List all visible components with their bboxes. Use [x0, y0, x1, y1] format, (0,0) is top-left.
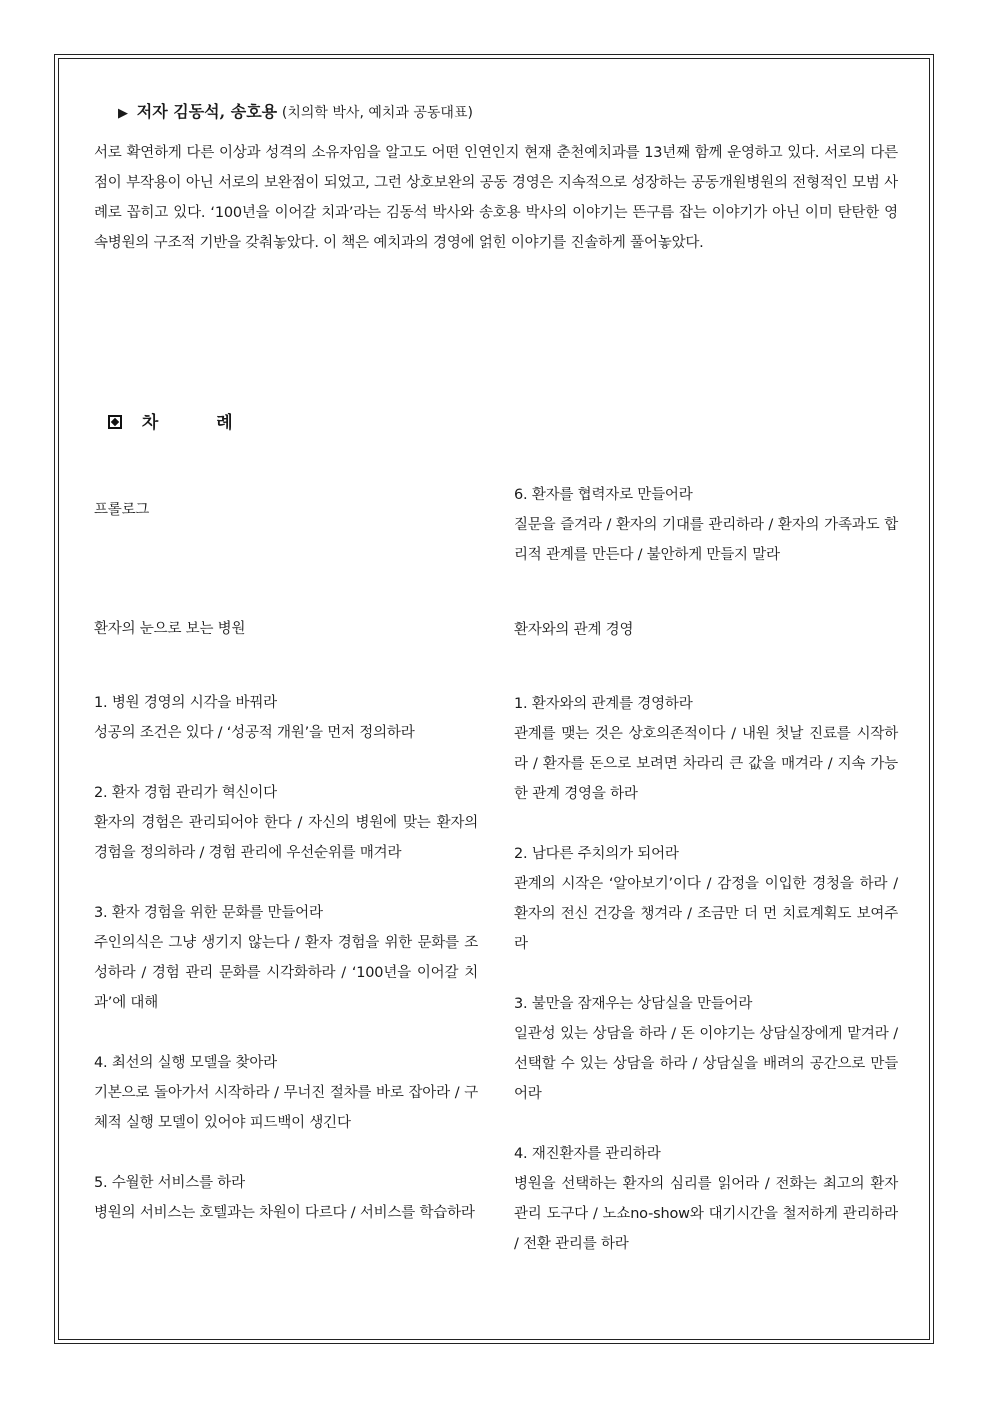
toc-right-column	[514, 480, 898, 1259]
toc-chapter-body: 주인의식은 그냥 생기지 않는다 / 환자 경험을 위한 문화를 조성하라 / 경험 관리 문화를 시각화하라 / ‘100년을 이어갈 치과’에 대해	[94, 935, 478, 1011]
toc-chapter	[94, 778, 478, 868]
toc-chapter-body: 일관성 있는 상담을 하라 / 돈 이야기는 상담실장에게 맡겨라 / 선택할 수 있는 상담을 하라 / 상담실을 배려의 공간으로 만들어라	[514, 1026, 898, 1102]
toc-chapter-body: 성공의 조건은 있다 / ‘성공적 개원’을 먼저 정의하라	[94, 725, 415, 741]
author-role: (치의학 박사, 예치과 공동대표)	[281, 105, 473, 121]
toc-prologue: 프롤로그	[94, 501, 150, 518]
author-bio: 서로 확연하게 다른 이상과 성격의 소유자임을 알고도 어떤 인연인지 현재 춘천예치과를 13년째 함께 운영하고 있다. 서로의 다른 점이 부작용이 아닌 서로의 보완점이 되었고, 그런 상호보완의 공동 경영은 지속적으로 성장하는 공동개원병원의 전형적인 모범 사례로 꼽히고 있다. ‘100년을 이어갈 치과’라는 김동석 박사와 송호용 박사의 이야기는 뜬구름 잡는 이야기가 아닌 이미 탄탄한 영속병원의 구조적 기반을 갖춰놓았다. 이 책은 예치과의 경영에 얽힌 이야기를 진솔하게 풀어놓았다.	[94, 145, 898, 251]
toc-left-column	[94, 480, 478, 1228]
toc-chapter-body: 병원을 선택하는 환자의 심리를 읽어라 / 전화는 최고의 환자 관리 도구다 / 노쇼no-show와 대기시간을 철저하게 관리하라 / 전환 관리를 하라	[514, 1176, 898, 1252]
toc-chapter-body: 질문을 즐겨라 / 환자의 기대를 관리하라 / 환자의 가족과도 합리적 관계를 만든다 / 불안하게 만들지 말라	[514, 517, 898, 563]
toc-part-title: 환자와의 관계 경영	[514, 621, 634, 638]
toc-title: 차 례	[141, 413, 259, 433]
toc-chapter-body: 병원의 서비스는 호텔과는 차원이 다르다 / 서비스를 학습하라	[94, 1205, 475, 1221]
toc-chapter-title: 4. 최선의 실행 모델을 찾아라	[94, 1055, 277, 1071]
toc-chapter-title: 1. 병원 경영의 시각을 바꿔라	[94, 695, 277, 711]
toc-heading	[108, 410, 259, 436]
toc-chapter	[94, 1048, 478, 1138]
toc-chapter	[514, 989, 898, 1109]
toc-chapter	[94, 898, 478, 1018]
toc-chapter-title: 2. 남다른 주치의가 되어라	[514, 846, 679, 862]
toc-chapter	[514, 1139, 898, 1259]
toc-chapter-body: 관계를 맺는 것은 상호의존적이다 / 내원 첫날 진료를 시작하라 / 환자를 돈으로 보려면 차라리 큰 값을 매겨라 / 지속 가능한 관계 경영을 하라	[514, 726, 898, 802]
toc-chapter-title: 3. 환자 경험을 위한 문화를 만들어라	[94, 905, 323, 921]
diamond-box-icon	[108, 415, 122, 429]
toc-chapter-title: 4. 재진환자를 관리하라	[514, 1146, 661, 1162]
author-names: 저자 김동석, 송호용	[136, 102, 278, 121]
toc-chapter-title: 2. 환자 경험 관리가 혁신이다	[94, 785, 277, 801]
toc-chapter-title: 6. 환자를 협력자로 만들어라	[514, 487, 693, 503]
toc-chapter	[94, 688, 478, 748]
toc-chapter	[514, 689, 898, 809]
toc-chapter-body: 기본으로 돌아가서 시작하라 / 무너진 절차를 바로 잡아라 / 구체적 실행 모델이 있어야 피드백이 생긴다	[94, 1085, 478, 1131]
author-heading	[118, 100, 473, 126]
toc-chapter-title: 3. 불만을 잠재우는 상담실을 만들어라	[514, 996, 753, 1012]
toc-chapter	[514, 480, 898, 570]
toc-chapter-body: 환자의 경험은 관리되어야 한다 / 자신의 병원에 맞는 환자의 경험을 정의하라 / 경험 관리에 우선순위를 매겨라	[94, 815, 478, 861]
toc-chapter-body: 관계의 시작은 ‘알아보기’이다 / 감정을 이입한 경청을 하라 / 환자의 전신 건강을 챙겨라 / 조금만 더 먼 치료계획도 보여주라	[514, 876, 898, 952]
toc-chapter	[94, 1168, 478, 1228]
toc-chapter	[514, 839, 898, 959]
toc-chapter-title: 5. 수월한 서비스를 하라	[94, 1175, 245, 1191]
toc-part-title: 환자의 눈으로 보는 병원	[94, 620, 246, 637]
toc-chapter-title: 1. 환자와의 관계를 경영하라	[514, 696, 693, 712]
triangle-bullet-icon: ▶	[118, 106, 128, 121]
